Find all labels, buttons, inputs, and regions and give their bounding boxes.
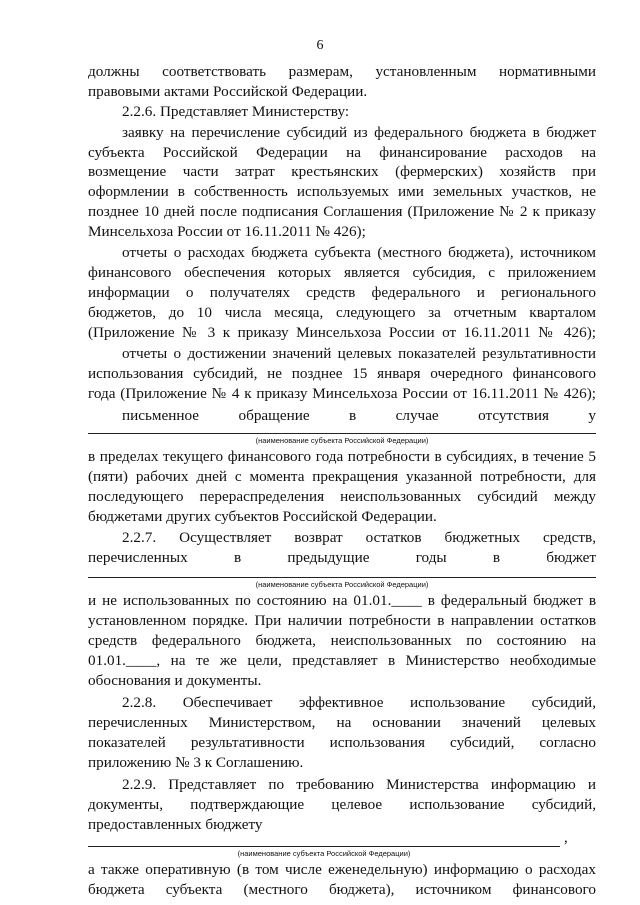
- fill-in-blank: [88, 846, 560, 847]
- text-line: заявку на перечисление субсидий из федерального бюджета в бюджет: [122, 124, 596, 141]
- text-line: а также оперативную (в том числе еженедельную) информацию о расходах: [88, 861, 596, 878]
- text-line: 01.01.____, на те же цели, представляет в Министерство необходимые: [88, 652, 596, 669]
- text-line: финансового обеспечения которых является субсидия, с приложением: [88, 264, 596, 281]
- page-number: 6: [316, 38, 324, 53]
- text-line: документы, подтверждающие целевое использование субсидий,: [88, 796, 596, 813]
- text-line: информации о получателях средств федерального и регионального: [88, 284, 596, 301]
- text-line: Минсельхоза России от 16.11.2011 № 426);: [88, 223, 366, 240]
- fill-in-blank: [88, 577, 596, 578]
- text-line: перечисленных в предыдущие годы в бюджет: [88, 549, 596, 566]
- text-line: 2.2.7. Осуществляет возврат остатков бюджетных средств,: [122, 529, 596, 546]
- blank-caption: (наименование субъекта Российской Федерации): [255, 580, 429, 589]
- text-line: и не использованных по состоянию на 01.01.____ в федеральный бюджет в: [88, 592, 596, 609]
- text-line: позднее 10 дней после подписания Соглашения (Приложение № 2 к приказу: [88, 203, 596, 220]
- text-line: письменное обращение в случае отсутствия у: [122, 407, 596, 424]
- text-line: в пределах текущего финансового года потребности в субсидиях, в течение 5: [88, 448, 596, 465]
- text-line: отчеты о достижении значений целевых показателей результативности: [122, 345, 596, 362]
- text-line: должны соответствовать размерам, установленным нормативными: [88, 63, 596, 80]
- text-line: предоставленных бюджету: [88, 816, 263, 833]
- text-line: бюджетов, до 10 числа месяца, следующего за отчетным кварталом: [88, 304, 596, 321]
- text-line: оформлении в собственность используемых ими земельных участков, не: [88, 183, 596, 200]
- text-line: обоснования и документы.: [88, 672, 262, 689]
- blank-caption: (наименование субъекта Российской Федерации): [255, 436, 429, 445]
- text-line: (пяти) рабочих дней с момента прекращения указанной потребности, для: [88, 468, 596, 485]
- text-line: 2.2.9. Представляет по требованию Министерства информацию и: [122, 776, 596, 793]
- text-line: отчеты о расходах бюджета субъекта (местного бюджета), источником: [122, 244, 596, 261]
- blank-caption: (наименование субъекта Российской Федерации): [237, 849, 411, 858]
- text-line: бюджетами других субъектов Российской Федерации.: [88, 508, 437, 525]
- text-line: средств федерального бюджета, неиспользованных по состоянию на: [88, 632, 596, 649]
- text-line: использования субсидий, не позднее 15 января очередного финансового: [88, 365, 596, 382]
- trailing-comma: ,: [564, 830, 568, 846]
- text-line: приложению № 3 к Соглашению.: [88, 754, 304, 771]
- text-line: (Приложение № 3 к приказу Минсельхоза России от 16.11.2011 № 426);: [88, 324, 596, 341]
- section-heading: 2.2.6. Представляет Министерству:: [122, 103, 350, 120]
- text-line: перечисленных Министерством, на основании значений целевых: [88, 714, 596, 731]
- text-line: бюджета субъекта (местного бюджета), источником финансового: [88, 881, 596, 898]
- text-line: установленном порядке. При наличии потребности в направлении остатков: [88, 612, 596, 629]
- text-line: последующего перераспределения неиспользованных субсидий между: [88, 488, 596, 505]
- text-line: 2.2.8. Обеспечивает эффективное использование субсидий,: [122, 694, 596, 711]
- text-line: правовыми актами Российской Федерации.: [88, 83, 368, 100]
- text-line: возмещение части затрат крестьянских (фермерских) хозяйств при: [88, 163, 596, 180]
- text-line: показателей результативности использования субсидий, согласно: [88, 734, 596, 751]
- text-line: года (Приложение № 4 к приказу Минсельхоза России от 16.11.2011 № 426);: [88, 385, 596, 402]
- text-line: субъекта Российской Федерации на финансирование расходов на: [88, 144, 596, 161]
- fill-in-blank: [88, 433, 596, 434]
